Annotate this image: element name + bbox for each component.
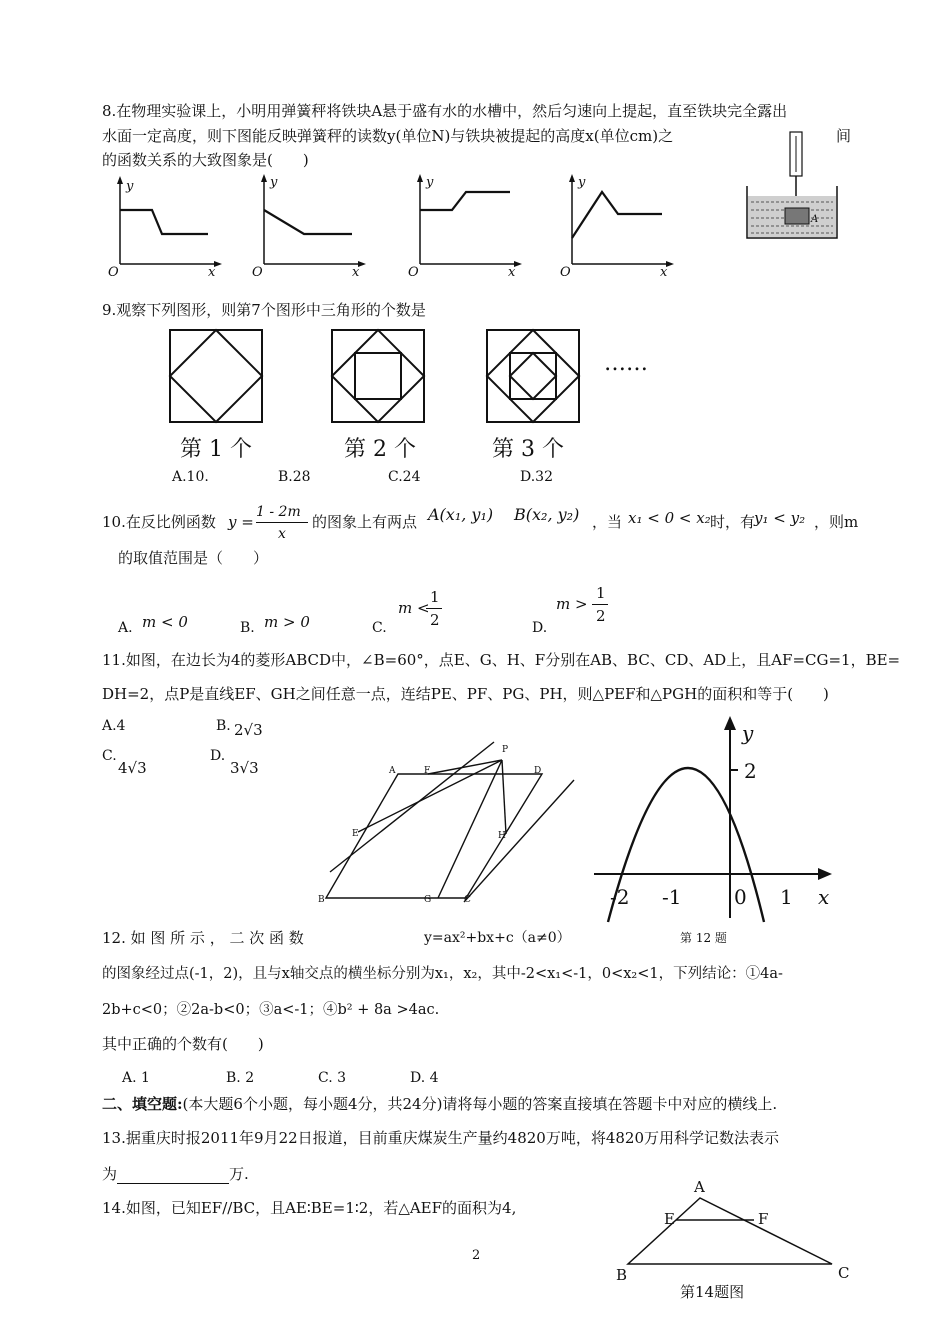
q12-line2: 的图象经过点(-1，2)，且与x轴交点的横坐标分别为x₁，x₂，其中-2<x₁<-1，0<x₂<1，下列结论：①4a- <box>102 966 783 982</box>
q11-rhombus-figure <box>316 740 578 904</box>
q11-opt-c-val: 4√3 <box>118 759 147 777</box>
g2-y: y <box>270 175 278 190</box>
line-ef <box>330 742 494 872</box>
q9-label-2: 第 2 个 <box>344 437 416 462</box>
q9-figures <box>168 328 588 424</box>
q11-opt-b: B. <box>216 718 231 734</box>
fig1-diamond <box>170 330 262 422</box>
q10-y: y = <box>228 513 254 531</box>
q10-opt-b: B. <box>240 620 255 636</box>
q8-graphs <box>100 172 680 280</box>
g4-x: x <box>660 265 668 280</box>
g3-x: x <box>508 265 516 280</box>
q9-label-3: 第 3 个 <box>492 437 564 462</box>
fig2-inner-square <box>355 353 401 399</box>
q11-line2: DH=2，点P是直线EF、GH之间任意一点，连结PE、PF、PG、PH，则△PEF和△PGH的面积和等于( ) <box>102 685 829 703</box>
q14-lbl-a: A <box>694 1178 705 1196</box>
q11-opt-c: C. <box>102 748 117 764</box>
page-number: 2 <box>472 1248 481 1263</box>
q10-d-bar <box>592 604 608 605</box>
q13-line1: 13.据重庆时报2011年9月22日报道，目前重庆煤炭生产量约4820万吨，将4820万用科学记数法表示 <box>102 1129 780 1147</box>
fig3-inner-diamond <box>510 353 556 399</box>
q14-line1: 14.如图，已知EF//BC，且AE∶BE=1∶2，若△AEF的面积为4, <box>102 1199 517 1217</box>
q14-lbl-c: C <box>838 1264 850 1282</box>
q10-denominator: x <box>278 526 286 542</box>
spring-scale-figure <box>745 130 841 242</box>
line-gh <box>464 780 574 902</box>
graph1-line <box>120 210 208 234</box>
iron-block <box>785 208 809 224</box>
lbl-c: C <box>464 895 471 905</box>
q11-opt-d: D. <box>210 748 226 764</box>
g2-x: x <box>352 265 360 280</box>
q13-post: 万. <box>229 1165 249 1183</box>
q10-fraction-bar <box>256 522 308 523</box>
g1-y: y <box>126 179 134 194</box>
q12-graph <box>588 714 848 924</box>
q10-d-num: 1 <box>596 584 606 602</box>
fig2-diamond <box>332 330 424 422</box>
q10-cond2: y₁ < y₂ <box>754 509 806 527</box>
q10-cond1: x₁ < 0 < x₂ <box>628 509 711 527</box>
axis-arrows <box>117 174 674 267</box>
q13-line2 <box>102 1164 249 1184</box>
graph-tick-2: 2 <box>744 759 757 783</box>
q14-lbl-f: F <box>758 1210 769 1228</box>
graph-tick-1: 1 <box>780 885 793 909</box>
x-arrow <box>818 868 832 880</box>
lbl-b: B <box>318 895 325 905</box>
q10-pre: 10.在反比例函数 <box>102 513 216 531</box>
graph-tick-m1: -1 <box>662 885 682 909</box>
fig3-inner-square <box>510 353 556 399</box>
q10-opt-a-val: m < 0 <box>142 613 188 631</box>
q11-opt-d-val: 3√3 <box>230 759 259 777</box>
q9-text: 9.观察下列图形，则第7个图形中三角形的个数是 <box>102 301 426 319</box>
q10-opt-c: C. <box>372 620 387 636</box>
graph-x-label: x <box>818 885 830 909</box>
q11-line1: 11.如图，在边长为4的菱形ABCD中，∠B=60°，点E、G、H、F分别在AB、BC、CD、AD上，且AF=CG=1，BE= <box>102 651 901 669</box>
q14-fig-caption: 第14题图 <box>680 1283 745 1301</box>
section2-heading <box>102 1094 777 1114</box>
fig2-square <box>332 330 424 422</box>
fig1-square <box>170 330 262 422</box>
q10-opt-c-val: m < <box>398 599 430 617</box>
q12-opt-b: B. 2 <box>226 1070 255 1086</box>
g1-o: O <box>108 265 119 280</box>
q12-opt-d: D. 4 <box>410 1070 439 1086</box>
lbl-d: D <box>534 766 542 776</box>
q14-lbl-b: B <box>616 1266 628 1284</box>
g3-y: y <box>426 175 434 190</box>
g4-o: O <box>560 265 571 280</box>
graph-tick-0: 0 <box>734 885 747 909</box>
q9-option-c: C.24 <box>388 469 421 485</box>
q11-opt-b-val: 2√3 <box>234 721 263 739</box>
lbl-e: E <box>352 829 359 839</box>
q9-option-a: A.10. <box>172 469 209 485</box>
q8-line1: 8.在物理实验课上，小明用弹簧秤将铁块A悬于盛有水的水槽中，然后匀速向上提起，直至铁块完全露出 <box>102 102 788 120</box>
q14-lbl-e: E <box>664 1210 675 1228</box>
q14-triangle-figure <box>612 1176 858 1296</box>
q12-line3: 2b+c<0；②2a-b<0；③a<-1；④b² + 8a >4ac. <box>102 1002 440 1018</box>
q10-d-den: 2 <box>596 607 606 625</box>
q8-line2-end: 间 <box>836 127 852 145</box>
g3-o: O <box>408 265 419 280</box>
q10-opt-d: D. <box>532 620 548 636</box>
graph2-line <box>264 210 352 234</box>
graph4-line <box>572 192 662 238</box>
q10-point-b: B(x₂, y₂) <box>514 505 580 524</box>
q10-mid1: 的图象上有两点 <box>312 513 418 531</box>
y-arrow <box>724 716 736 730</box>
q10-c-bar <box>426 608 442 609</box>
fig3-diamond <box>487 330 579 422</box>
q8-line3: 的函数关系的大致图象是( ) <box>102 151 309 169</box>
seg-pg <box>438 760 502 898</box>
q9-option-d: D.32 <box>520 469 553 485</box>
fig3-square <box>487 330 579 422</box>
q10-c-den: 2 <box>430 611 440 629</box>
g4-y: y <box>578 175 586 190</box>
q12-func: y=ax²+bx+c（a≠0） <box>424 930 571 946</box>
q12-opt-c: C. 3 <box>318 1070 347 1086</box>
q10-opt-b-val: m > 0 <box>264 613 310 631</box>
q9-option-b: B.28 <box>278 469 311 485</box>
lbl-a: A <box>389 766 396 776</box>
q12-opt-a: A. 1 <box>122 1070 150 1086</box>
graph-tick-m2: -2 <box>610 885 630 909</box>
q10-point-a: A(x₁, y₁) <box>428 505 494 524</box>
graph-y-label: y <box>742 721 754 745</box>
triangle-abc <box>628 1198 832 1264</box>
g2-o: O <box>252 265 263 280</box>
g1-x: x <box>208 265 216 280</box>
lbl-p: P <box>502 745 509 755</box>
q12-line4: 其中正确的个数有( ) <box>102 1035 264 1053</box>
q10-opt-d-val: m > <box>556 595 588 613</box>
q10-opt-a: A. <box>118 620 133 636</box>
section2-desc: (本大题6个小题，每小题4分，共24分)请将每小题的答案直接填在答题卡中对应的横线上. <box>182 1095 778 1113</box>
q12-fig-caption: 第 12 题 <box>680 931 727 945</box>
q10-mid2: ，当 <box>592 513 623 531</box>
section2-title: 二、填空题: <box>102 1095 183 1113</box>
q10-post: ，则m <box>814 513 859 531</box>
lbl-h: H <box>498 831 506 841</box>
q9-dots: …… <box>604 351 648 376</box>
q10-c-num: 1 <box>430 588 440 606</box>
q9-label-1: 第 1 个 <box>180 437 252 462</box>
lbl-f: F <box>424 766 431 776</box>
lbl-g: G <box>424 895 432 905</box>
seg-pf <box>428 760 502 774</box>
seg-ph <box>502 760 506 834</box>
q10-line2: 的取值范围是（ ） <box>118 549 269 567</box>
q13-pre: 为 <box>102 1165 118 1183</box>
q11-opt-a: A.4 <box>102 718 126 734</box>
block-label: A <box>811 214 819 225</box>
q12-line1: 12. 如 图 所 示 ， 二 次 函 数 <box>102 929 304 947</box>
q8-line2: 水面一定高度，则下图能反映弹簧秤的读数y(单位N)与铁块被提起的高度x(单位cm)之 <box>102 127 674 145</box>
q10-numerator: 1 - 2m <box>256 504 301 520</box>
q10-mid3: 时，有 <box>710 513 756 531</box>
q13-answer-blank[interactable] <box>117 1167 229 1184</box>
graph3-line <box>420 192 510 210</box>
